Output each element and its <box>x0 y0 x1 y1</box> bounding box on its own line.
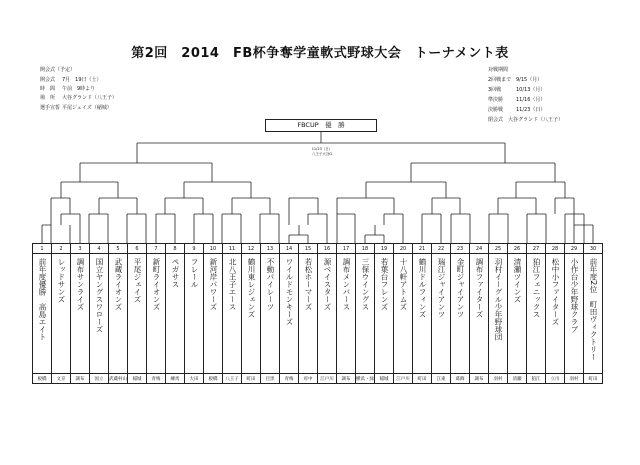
bracket-line <box>127 214 146 225</box>
team-name: 新河岸パワーズ <box>204 254 223 374</box>
bracket-line <box>194 214 213 225</box>
team-name: 前年度優勝 高島エイト <box>33 254 52 374</box>
team-column <box>546 244 565 384</box>
schedule-row: 2回戦まで 9/15（月） <box>488 77 543 83</box>
team-name: 前年度2位 町田ヴィクトリー <box>584 254 603 374</box>
bracket-line <box>337 198 394 214</box>
info-row: 選手宣誓 平尾ジェイズ（稲城） <box>40 105 112 111</box>
team-column <box>394 244 413 384</box>
bracket-line <box>516 182 565 198</box>
team-city: 文京 <box>52 374 71 384</box>
bracket-line <box>432 198 460 214</box>
team-name: 若松ホーマーズ <box>299 254 318 374</box>
bracket-line <box>565 214 584 225</box>
team-number: 22 <box>432 244 451 254</box>
team-name: フレール <box>185 254 204 374</box>
team-number: 10 <box>204 244 223 254</box>
team-city: 青梅 <box>147 374 166 384</box>
team-number: 18 <box>356 244 375 254</box>
team-name: 源ベイスターズ <box>318 254 337 374</box>
team-number: 19 <box>375 244 394 254</box>
team-name: 羽村イーグル少年野球団 <box>489 254 508 374</box>
closing-ceremony: 閉会式 大谷グランド（八王子） <box>488 117 564 123</box>
team-number: 2 <box>52 244 71 254</box>
team-name: レッドサンズ <box>52 254 71 374</box>
bracket-line <box>337 214 355 225</box>
cup-winner-box: FBCUP 優 勝 <box>265 119 377 132</box>
bracket-line <box>555 198 574 225</box>
team-city: 羽村 <box>565 374 584 384</box>
team-number: 15 <box>299 244 318 254</box>
team-city: 葛飾 <box>451 374 470 384</box>
schedule-row: 決勝戦 11/23（日） <box>488 107 546 113</box>
team-number: 11 <box>223 244 242 254</box>
team-number: 6 <box>128 244 147 254</box>
team-name: 十八軒アトムズ <box>394 254 413 374</box>
team-name: 鶴川東レジェンズ <box>242 254 261 374</box>
bracket-line <box>156 214 175 225</box>
team-city: 国立 <box>90 374 109 384</box>
team-number: 24 <box>470 244 489 254</box>
team-city: 調布 <box>470 374 489 384</box>
team-city: 横浜・緑 <box>356 374 375 384</box>
team-city: 清瀬 <box>508 374 527 384</box>
team-number: 23 <box>451 244 470 254</box>
bracket-line <box>80 163 212 182</box>
team-name: 三保ウイングス <box>356 254 375 374</box>
info-row: 時 間 午前 9時より <box>40 86 96 92</box>
team-name: 松中小ファイターズ <box>546 254 565 374</box>
team-number: 9 <box>185 244 204 254</box>
team-column <box>33 244 52 384</box>
team-name: 調布サンライズ <box>71 254 90 374</box>
team-city: 府中 <box>299 374 318 384</box>
team-column <box>223 244 242 384</box>
bracket-line <box>489 214 508 225</box>
team-city: 町田 <box>584 374 603 384</box>
info-row: 場 所 大谷グランド（八王子） <box>40 95 118 101</box>
team-name: 平尾ジェイズ <box>128 254 147 374</box>
team-name: 不動パイレーツ <box>261 254 280 374</box>
bracket-line <box>51 225 584 243</box>
team-number: 1 <box>33 244 52 254</box>
bracket-line <box>184 182 251 198</box>
team-city: 調布 <box>337 374 356 384</box>
team-column <box>299 244 318 384</box>
bracket-line <box>451 214 470 225</box>
team-city: 板橋 <box>204 374 223 384</box>
team-column <box>147 244 166 384</box>
team-city: 青梅 <box>280 374 299 384</box>
team-name: 小作台少年野球クラブ <box>565 254 584 374</box>
final-note: 11/23（日） 八王子大谷G <box>311 147 333 156</box>
team-number: 3 <box>71 244 90 254</box>
bracket-line <box>51 198 70 225</box>
bracket-line <box>289 225 308 243</box>
team-column <box>71 244 90 384</box>
page-title: 第2回 2014 FB杯争奪学童軟式野球大会 トーナメント表 <box>131 46 509 61</box>
team-column <box>432 244 451 384</box>
bracket-line <box>384 214 403 225</box>
bracket-line <box>222 214 241 225</box>
team-column <box>318 244 337 384</box>
team-name: 清瀬ツインズ <box>508 254 527 374</box>
team-column <box>356 244 375 384</box>
team-city: 練馬 <box>166 374 185 384</box>
team-column <box>52 244 71 384</box>
team-city: 稲城 <box>375 374 394 384</box>
team-name: 調布メンバース <box>337 254 356 374</box>
team-number: 20 <box>394 244 413 254</box>
team-name: ワイルドモンキーズ <box>280 254 299 374</box>
schedule-heading: 対戦期間 <box>488 67 509 73</box>
team-column <box>565 244 584 384</box>
team-number: 14 <box>280 244 299 254</box>
team-column <box>242 244 261 384</box>
team-column <box>109 244 128 384</box>
team-city: 立川 <box>546 374 565 384</box>
team-name: 若葉台フレンズ <box>375 254 394 374</box>
team-number: 8 <box>166 244 185 254</box>
team-city: 江東 <box>432 374 451 384</box>
team-column <box>508 244 527 384</box>
team-city: 羽村 <box>489 374 508 384</box>
opening-label: 開会式（予定） <box>40 67 76 73</box>
team-column <box>489 244 508 384</box>
team-number: 28 <box>546 244 565 254</box>
team-city: 町田 <box>413 374 432 384</box>
bracket-line <box>165 198 203 214</box>
team-column <box>166 244 185 384</box>
team-column <box>413 244 432 384</box>
info-row: 開会式 7月 19日（土） <box>40 77 102 83</box>
team-number: 21 <box>413 244 432 254</box>
bracket-line <box>498 198 536 214</box>
team-name: 調布ファイターズ <box>470 254 489 374</box>
team-name: 北八王子エース <box>223 254 242 374</box>
bracket-line <box>61 182 118 198</box>
team-number: 5 <box>109 244 128 254</box>
team-city: 稲城 <box>128 374 147 384</box>
team-name: 新町ライオンズ <box>147 254 166 374</box>
team-city: 狛江 <box>527 374 546 384</box>
team-city: 調布 <box>71 374 90 384</box>
team-column <box>527 244 546 384</box>
team-name: 狛江フェニックス <box>527 254 546 374</box>
team-column <box>128 244 147 384</box>
bracket-line <box>527 214 546 225</box>
team-city: 八王子 <box>223 374 242 384</box>
team-number: 7 <box>147 244 166 254</box>
team-number: 4 <box>90 244 109 254</box>
schedule-row: 準決勝 11/16（月） <box>488 97 546 103</box>
bracket-line <box>89 214 108 225</box>
bracket-line <box>366 182 446 198</box>
team-city: 武蔵村山 <box>109 374 128 384</box>
bracket-line <box>61 214 80 225</box>
bracket-line <box>422 214 441 225</box>
team-name: ペガサス <box>166 254 185 374</box>
team-column <box>280 244 299 384</box>
team-city: 板橋 <box>33 374 52 384</box>
team-city: 目黒 <box>261 374 280 384</box>
team-number: 26 <box>508 244 527 254</box>
team-column <box>185 244 204 384</box>
bracket-line <box>42 225 593 243</box>
team-column <box>261 244 280 384</box>
team-number: 12 <box>242 244 261 254</box>
team-column <box>470 244 489 384</box>
team-number: 13 <box>261 244 280 254</box>
team-column <box>90 244 109 384</box>
team-name: 鶴川ドルフィンズ <box>413 254 432 374</box>
team-name: 金町ジャイアンツ <box>451 254 470 374</box>
bracket-line <box>365 225 384 243</box>
team-number: 30 <box>584 244 603 254</box>
team-city: 大田 <box>185 374 204 384</box>
team-number: 25 <box>489 244 508 254</box>
bracket-line <box>289 198 327 225</box>
team-column <box>337 244 356 384</box>
bracket-line <box>99 198 137 214</box>
bracket-line <box>260 214 279 225</box>
team-city: 町田 <box>242 374 261 384</box>
team-number: 17 <box>337 244 356 254</box>
bracket-line <box>232 198 270 214</box>
team-column <box>451 244 470 384</box>
team-column <box>584 244 603 384</box>
team-number: 29 <box>565 244 584 254</box>
team-table <box>32 243 603 384</box>
team-column <box>204 244 223 384</box>
team-name: 国立ヤングスワローズ <box>90 254 109 374</box>
team-name: 武蔵ライオンズ <box>109 254 128 374</box>
bracket-line <box>411 163 555 182</box>
team-number: 27 <box>527 244 546 254</box>
team-city: 江戸川 <box>318 374 337 384</box>
team-name: 瑞江ジャイアンツ <box>432 254 451 374</box>
team-city: 江戸川 <box>394 374 413 384</box>
team-number: 16 <box>318 244 337 254</box>
schedule-row: 3回戦 10/13（月） <box>488 87 546 93</box>
team-column <box>375 244 394 384</box>
